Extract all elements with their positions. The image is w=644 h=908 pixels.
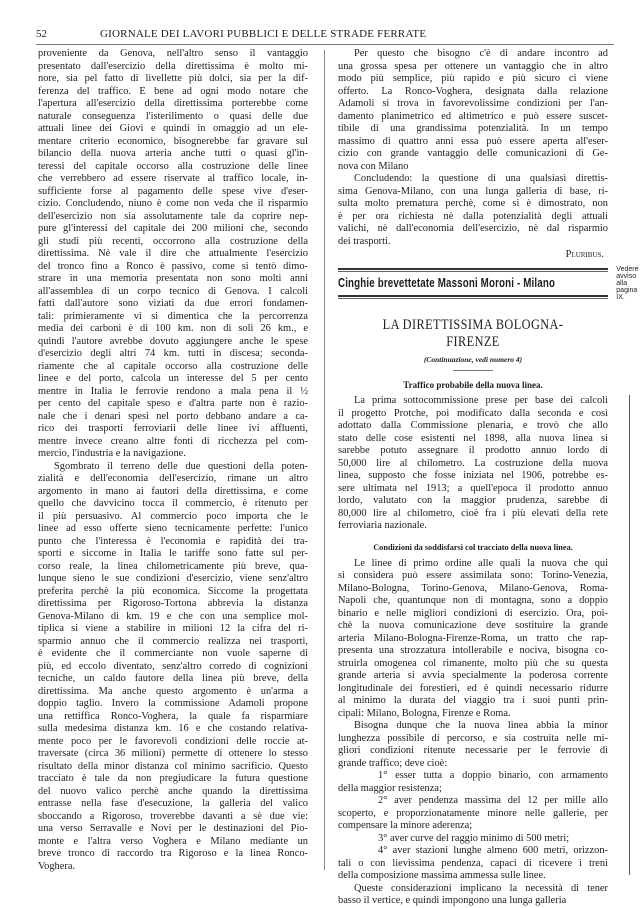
- text-line: cizio. Concludendo, niuno è come non veda che il risparmio: [38, 198, 308, 209]
- text-line: sere ultimata nel 1913; a quell'epoca il prodotto annuo: [338, 482, 608, 494]
- text-line: entrasse nella fase d'esecuzione, la galleria del valico: [38, 798, 308, 809]
- text-line: una verso Serravalle e Novi per le destinazioni del Pio-: [38, 823, 308, 834]
- left-column: [38, 48, 308, 873]
- text-line: il progetto Protche, poi modificato dalla seconda e così: [338, 407, 608, 419]
- title-rule: [453, 370, 493, 371]
- text-line: Genova-Milano di km. 19 e che con una semplice mol-: [38, 610, 308, 622]
- text-line: attuali linee dei Giovi e quindi in omaggio ad un ele-: [38, 123, 308, 134]
- paragraph: [38, 48, 308, 461]
- text-line: preferita perchè la più economica. Siccome la progettata: [38, 585, 308, 597]
- text-line: dei trasporti.: [338, 235, 391, 247]
- text-line: all'assemblea di un corpo tecnico di Genova. I calcoli: [38, 285, 308, 297]
- advert-banner: [338, 265, 639, 301]
- paragraph: [338, 833, 608, 846]
- paragraph: [38, 461, 308, 874]
- text-line: mente poco per le favorevoli condizioni delle roccie at-: [38, 735, 308, 747]
- text-line: Per questo che bisogno c'è di andare incontro ad: [354, 48, 608, 59]
- text-line: riamente che al capitale occorso alla costruzione delle: [38, 360, 308, 372]
- text-line: direttissima. Nè vale il dire che attualmente l'esercizio: [38, 248, 308, 259]
- advert-bottom-rule: [338, 295, 608, 299]
- text-line: gli studi più recenti, occorrono alla costruzione della: [38, 235, 308, 247]
- text-line: quello che davvicino tocca il commercio, è ritenuto per: [38, 498, 308, 509]
- text-line: damento planimetrico ed altimetrico e può essere suscet-: [338, 110, 608, 122]
- text-line: è per ora richiesta nè dalla potenzialità degli attuali: [338, 210, 608, 222]
- text-line: 50,000 lire al chilometro. La costruzione della nuova: [338, 457, 608, 469]
- text-line: il più persuasivo. Al commercio poco importa che le: [38, 510, 308, 522]
- text-line: lunque sieno le sue condizioni d'esercizio, viene senz'altro: [38, 573, 308, 584]
- text-line: naturale conseguenza l'isterilimento o quasi delle due: [38, 110, 308, 122]
- article-subtitle: (Continuazione, vedi numero 4): [423, 355, 523, 364]
- text-line: fatti dall'autore sono viziati da due errori fondamen-: [38, 298, 308, 309]
- text-line: tracciato è tale da non pregiudicare la futura questione: [38, 773, 308, 784]
- text-line: Adamoli si trova in favorevolissime condizioni per l'an-: [338, 98, 608, 109]
- text-line: presentato dall'esercizio della direttissima è molto mi-: [38, 60, 308, 72]
- text-line: offerto. La Ronco-Voghera, designata dalla relazione: [338, 85, 608, 97]
- text-line: Queste considerazioni implicano la necessità di tener: [354, 882, 608, 894]
- text-line: 2° aver pendenza massima del 12 per mille allo: [378, 795, 608, 806]
- text-line: nale che i denari spesi nel porto debbano andare a ca-: [38, 410, 308, 422]
- text-line: sparmio annuo che il commercio realizza nei trasporti,: [38, 635, 308, 647]
- page-edge-line: [629, 395, 630, 875]
- paragraph: [338, 845, 608, 883]
- text-line: nore, sia pel fatto di livellette più dolci, sia per la dif-: [38, 73, 308, 84]
- text-line: della maggior resistenza;: [338, 782, 442, 794]
- text-line: doppio taglio. Invero la commissione Adamoli propone: [38, 698, 308, 709]
- section-heading: Condizioni da soddisfarsi col tracciato della nuova linea.: [373, 542, 573, 552]
- text-line: longitudinale dei forestieri, ed è quindi necessario ridurre: [338, 682, 608, 694]
- text-line: pure gl'interessi del capitale dei 200 milioni che, secondo: [38, 223, 308, 234]
- text-line: mercio, l'industria e la navigazione.: [38, 448, 186, 459]
- text-line: direttissima. Ma anche questo argomento è un'arma a: [38, 685, 308, 697]
- closing-article-text: [338, 48, 608, 248]
- text-line: direttissima per Rigoroso-Tortona abbrevia la distanza: [38, 598, 308, 609]
- paragraph: [338, 720, 608, 770]
- text-line: tali: primieramente vi si dimentica che la percorrenza: [38, 310, 308, 322]
- text-line: zialità e dell'economia dell'esercizio, rimane un altro: [38, 473, 308, 484]
- text-line: una grossa spesa per ottenere un vantaggio che in altro: [338, 60, 608, 72]
- text-line: grande traffico; deve cioè:: [338, 757, 448, 769]
- paragraph: [338, 48, 608, 173]
- text-line: sarebbe potuto assegnare il prodotto annuo lordo di: [338, 445, 608, 456]
- text-line: lordo, valutato con la maggior prudenza, sarebbe di: [338, 495, 608, 506]
- paragraph: [338, 770, 608, 795]
- text-line: struirla omogenea col rimanente, molto più che su questa: [338, 657, 608, 669]
- text-line: l'apertura all'esercizio della direttissima porterebbe come: [38, 98, 308, 109]
- text-line: traversate (circa 36 milioni) permette di ottenere lo stesso: [38, 748, 308, 759]
- text-line: 4° aver stazioni lunghe almeno 600 metri, orizzon-: [378, 845, 608, 856]
- text-line: cizio con grande vantaggio delle comunicazioni di Ge-: [338, 148, 608, 159]
- text-line: una rettiffica Ronco-Voghera, la quale fa risparmiare: [38, 710, 308, 722]
- text-line: è evidente che il commerciante non vuole saperne di: [38, 648, 308, 659]
- text-line: Sgombrato il terreno delle due questioni della poten-: [54, 460, 308, 472]
- author-signature: Pluribus.: [565, 249, 604, 260]
- text-line: linee ad esso offerte sieno tecnicamente perfette: l'unico: [38, 523, 308, 534]
- text-line: nova con Milano: [338, 160, 409, 172]
- text-line: basso il vertice, e quindi impongono una lunga galleria: [338, 895, 567, 906]
- text-line: linee e del porto, calcola un interesse del 5 per cento: [38, 373, 308, 384]
- text-line: dell'esercizio non sia assolutamente tale da coprire nep-: [38, 210, 308, 222]
- paragraph: [338, 795, 608, 833]
- text-line: ferroviaria nazionale.: [338, 520, 427, 531]
- text-line: La prima sottocommissione prese per base dei calcoli: [354, 395, 608, 406]
- article-title: LA DIRETTISSIMA BOLOGNA-FIRENZE: [382, 317, 564, 350]
- text-line: tiplica si viene a stabilire in milioni 12 la cifra del ri-: [38, 623, 308, 634]
- text-line: mentre invece creano altre fonti di ricchezza pel com-: [38, 435, 308, 447]
- advert-text: Cinghie brevettetate Massoni Moroni - Milano: [338, 276, 556, 290]
- text-line: valichi, nè dall'economia dell'esercizio, nè dal risparmio: [338, 223, 608, 234]
- text-line: mentre in Italia le ferrovie rendono a mala pena il ½: [38, 385, 308, 397]
- text-line: 3° aver curve del raggio minimo di 500 metri;: [378, 832, 570, 844]
- text-line: della composizione massima ammessa sulle linee.: [338, 870, 546, 881]
- running-header: [36, 28, 614, 44]
- text-line: sulla medesima distanza km. 16 e che costando relativa-: [38, 723, 308, 734]
- text-line: massimo di quattro anni essa può essere aperta all'eser-: [338, 135, 608, 147]
- text-line: Le linee di primo ordine alle quali la nuova che qui: [354, 557, 608, 569]
- text-line: grande arteria si avvia specialmente la poderosa corrente: [338, 670, 608, 681]
- text-line: risultato della minor distanza col minimo sacrificio. Questo: [38, 760, 308, 772]
- text-line: tecniche, un caldo fautore della linea più breve, della: [38, 673, 308, 684]
- right-column: [338, 48, 639, 908]
- journal-title: GIORNALE DEI LAVORI PUBBLICI E DELLE STRADE FERRATE: [100, 28, 427, 40]
- paragraph: [338, 173, 608, 248]
- text-line: argomento in mano ai fautori della direttissima, e come: [38, 485, 308, 497]
- page-number: 52: [36, 28, 47, 40]
- text-line: punto che l'interessa è l'economia e rapidità dei tra-: [38, 535, 308, 547]
- text-line: del tronco fino a Ronco è passivo, come si tentò dimo-: [38, 260, 308, 272]
- section-heading: Traffico probabile della nuova linea.: [403, 380, 543, 390]
- text-line: tibile di una grandissima potenzialità. In un tempo: [338, 123, 608, 134]
- text-line: Bisogna dunque che la nuova linea abbia la minor: [354, 720, 608, 731]
- text-line: chè la nuova comunicazione deve sostituire la grande: [338, 620, 608, 631]
- text-line: Napoli che, quantunque non di montagna, sono a doppio: [338, 595, 608, 606]
- text-line: adottato dalla Commissione plenaria, e trovò che allo: [338, 420, 608, 431]
- text-line: strare in una memoria presentata non sono molti anni: [38, 273, 308, 284]
- text-line: più, ed eccolo diventato, senz'altro corredo di cognizioni: [38, 660, 308, 672]
- advert-note: Vedere avviso alla pagina IX.: [616, 265, 639, 301]
- text-line: d'esercizio degli altri 74 km. tutti in discesa; seconda-: [38, 348, 308, 359]
- text-line: media dei carboni è di 100 km. non di soli 26 km., e: [38, 323, 308, 334]
- text-line: sima Genova-Milano, con una lunga galleria di base, ri-: [338, 185, 608, 197]
- text-line: breve tronco di raccordo tra Rigoroso e la linea Ronco-: [38, 848, 308, 859]
- text-line: sulta molto prematura perchè, come si è dimostrato, non: [338, 198, 608, 209]
- text-line: teressi del capitale occorso alla costruzione delle linee: [38, 160, 308, 172]
- text-line: presenta una strozzatura intollerabile e nociva, bisogna co-: [338, 645, 608, 656]
- text-line: per cento del capitale speso e d'altra parte non è razio-: [38, 398, 308, 409]
- text-line: corso reale, la linea chilometricamente più breve, qua-: [38, 560, 308, 572]
- text-line: mentare criterio economico, bisognerebbe far gravare sul: [38, 135, 308, 147]
- text-line: Milano-Bologna, Torino-Genova, Milano-Genova, Roma-: [338, 582, 608, 594]
- column-divider: [324, 50, 325, 870]
- paragraph: [338, 558, 608, 721]
- section-body: [338, 395, 608, 533]
- text-line: stato delle cose esistenti nel 1898, alla nuova linea si: [338, 432, 608, 444]
- text-line: modo più semplice, più rapido e più sicuro ci viene: [338, 73, 608, 84]
- text-line: al minimo la durata del viaggio tra i suoi punti prin-: [338, 695, 608, 706]
- text-line: bilancio della nuova arteria anche tutti o quasi gl'in-: [38, 148, 308, 159]
- paragraph: [338, 395, 608, 533]
- text-line: del nuovo valico perchè anche quando la direttissima: [38, 785, 308, 797]
- text-line: lunghezza possibile di percorso, e sia costruita nelle mi-: [338, 732, 608, 744]
- text-line: ferenza del traffico. È bene ad ogni modo notare che: [38, 85, 308, 97]
- paragraph: [338, 883, 608, 908]
- text-line: cipali: Milano, Bologna, Firenze e Roma.: [338, 707, 511, 719]
- text-line: monte e l'altra verso Voghera e Milano mediante un: [38, 835, 308, 847]
- text-line: sboccando a Rigoroso, troverebbe davanti a sè due vie:: [38, 810, 308, 822]
- text-line: binario e nelle migliori condizioni di esercizio. Ora, poi-: [338, 607, 608, 619]
- text-line: Voghera.: [38, 860, 76, 872]
- text-line: che verrebbero ad essere riservate al traffico locale, in-: [38, 173, 308, 184]
- text-line: proveniente da Genova, nell'altro senso il vantaggio: [38, 48, 308, 59]
- text-line: sufficiente forse al pagamento delle spese vive d'eser-: [38, 185, 308, 197]
- text-line: linea, supposto che fosse iniziata nel 1906, potrebbe es-: [338, 470, 608, 481]
- header-rule: [36, 44, 614, 45]
- text-line: compensare la minore aderenza;: [338, 820, 473, 831]
- text-line: scoperto, e proporzionatamente minore nelle gallerie, per: [338, 807, 608, 819]
- text-line: Concludendo: la questione di una qualsiasi direttis-: [354, 173, 608, 184]
- text-line: quindi l'autore avrebbe dovuto aggiungere anche le spese: [38, 335, 308, 347]
- section-body: [338, 558, 608, 908]
- text-line: si considera può essere assimilata sono: Torino-Venezia,: [338, 570, 608, 581]
- text-line: gliori condizioni ritenute necessarie per le ferrovie di: [338, 745, 608, 756]
- text-line: 1° esser tutta a doppio binario, con armamento: [378, 770, 608, 781]
- text-line: rico dei trasporti ferroviarii delle linee ivi affluenti,: [38, 423, 308, 434]
- text-line: sporti e siccome in Italia le tariffe sono fatte sul per-: [38, 548, 308, 559]
- text-line: arteria Milano-Bologna-Firenze-Roma, un tratto che rap-: [338, 632, 608, 644]
- text-line: 80,000 lire al chilometro, cioè fra i più elevati della rete: [338, 507, 608, 519]
- text-line: tali o con lievissima pendenza, capaci di ricevere i treni: [338, 857, 608, 869]
